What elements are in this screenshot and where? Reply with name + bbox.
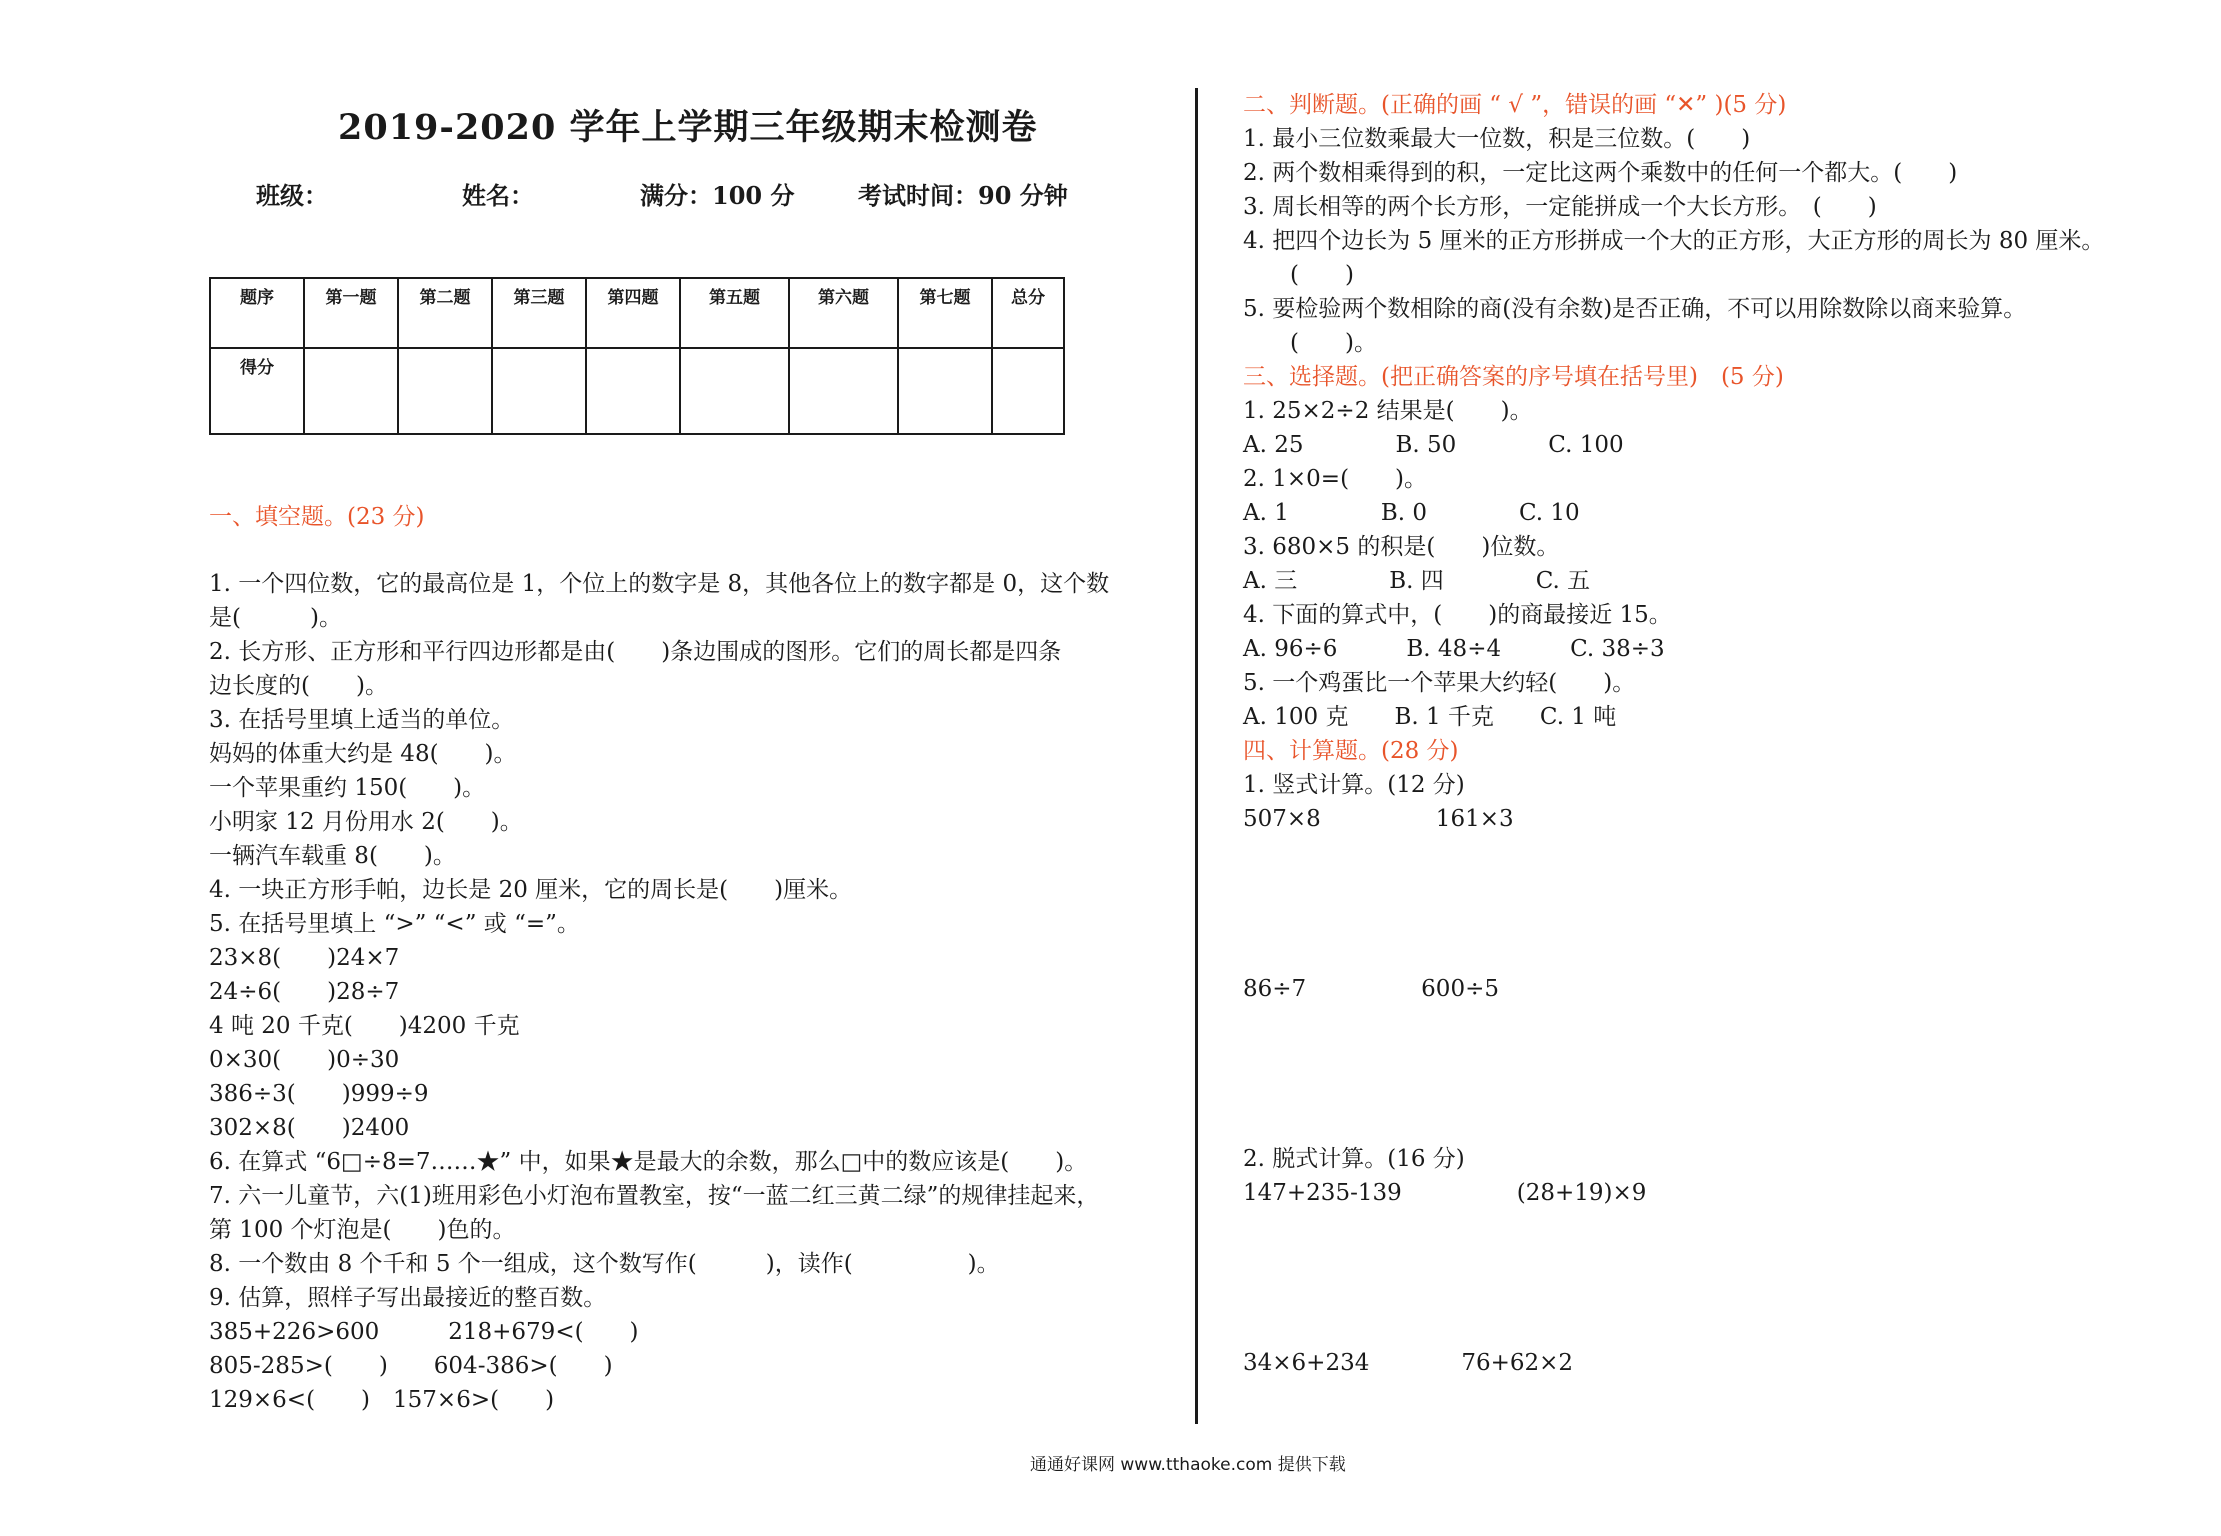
question-line: 2. 两个数相乘得到的积，一定比这两个乘数中的任何一个都大。( ) <box>1243 160 1958 186</box>
score-table-header: 第六题 <box>789 278 898 348</box>
question-line: 507×8 161×3 <box>1243 806 1514 832</box>
question-line: 86÷7 600÷5 <box>1243 976 1499 1002</box>
score-table-header: 第七题 <box>898 278 992 348</box>
question-line: 一个苹果重约 150( )。 <box>209 775 486 801</box>
question-line: 5. 在括号里填上 “>” “<” 或 “=”。 <box>209 911 580 937</box>
class-label: 班级： <box>256 181 328 210</box>
score-table <box>209 277 1065 435</box>
question-line: 1. 竖式计算。(12 分) <box>1243 772 1465 798</box>
score-cell <box>304 348 398 434</box>
question-line: 147+235-139 (28+19)×9 <box>1243 1180 1647 1206</box>
question-line: 805-285>( ) 604-386>( ) <box>209 1353 613 1379</box>
score-table-header: 第五题 <box>680 278 789 348</box>
question-line: 4. 下面的算式中，( )的商最接近 15。 <box>1243 602 1672 628</box>
score-table-header: 第一题 <box>304 278 398 348</box>
section-heading: 一、填空题。(23 分) <box>209 504 425 530</box>
question-line: 129×6<( ) 157×6>( ) <box>209 1387 555 1413</box>
question-line: 5. 要检验两个数相除的商(没有余数)是否正确，不可以用除数除以商来验算。 <box>1243 296 2027 322</box>
question-line: 2. 1×0=( )。 <box>1243 466 1428 492</box>
score-table-header: 第四题 <box>586 278 680 348</box>
question-line: 4. 把四个边长为 5 厘米的正方形拼成一个大的正方形，大正方形的周长为 80 厘米。 <box>1243 228 2105 254</box>
question-line: A. 三 B. 四 C. 五 <box>1243 568 1591 594</box>
question-line: 3. 在括号里填上适当的单位。 <box>209 707 515 733</box>
score-cell <box>586 348 680 434</box>
column-divider <box>1195 88 1198 1424</box>
section-heading: 二、判断题。(正确的画 “ √ ”，错误的画 “✕” )(5 分) <box>1243 92 1787 118</box>
question-line: 1. 一个四位数，它的最高位是 1，个位上的数字是 8，其他各位上的数字都是 0，这个数 <box>209 571 1110 597</box>
question-line: 386÷3( )999÷9 <box>209 1081 429 1107</box>
question-line: 4. 一块正方形手帕，边长是 20 厘米，它的周长是( )厘米。 <box>209 877 853 903</box>
footer-credit: 通通好课网 www.tthaoke.com 提供下载 <box>1030 1455 1346 1475</box>
question-line: 1. 最小三位数乘最大一位数，积是三位数。( ) <box>1243 126 1751 152</box>
question-line: 2. 脱式计算。(16 分) <box>1243 1146 1465 1172</box>
question-line: 34×6+234 76+62×2 <box>1243 1350 1574 1376</box>
question-line: 一辆汽车载重 8( )。 <box>209 843 456 869</box>
question-line: ( ) <box>1290 262 1354 288</box>
question-line: 7. 六一儿童节，六(1)班用彩色小灯泡布置教室，按“一蓝二红三黄二绿”的规律挂起来， <box>209 1183 1100 1209</box>
score-table-header: 第三题 <box>492 278 586 348</box>
score-table-header: 题序 <box>210 278 304 348</box>
question-line: 边长度的( )。 <box>209 673 388 699</box>
score-cell <box>898 348 992 434</box>
question-line: 3. 周长相等的两个长方形，一定能拼成一个大长方形。 ( ) <box>1243 194 1877 220</box>
question-line: A. 100 克 B. 1 千克 C. 1 吨 <box>1243 704 1617 730</box>
question-line: 23×8( )24×7 <box>209 945 400 971</box>
score-cell <box>789 348 898 434</box>
question-line: ( )。 <box>1290 330 1377 356</box>
question-line: 3. 680×5 的积是( )位数。 <box>1243 534 1560 560</box>
question-line: A. 1 B. 0 C. 10 <box>1243 500 1580 526</box>
exam-title: 2019-2020 学年上学期三年级期末检测卷 <box>338 107 1038 148</box>
question-line: 1. 25×2÷2 结果是( )。 <box>1243 398 1533 424</box>
score-table-row-label: 得分 <box>210 348 304 434</box>
question-line: 385+226>600 218+679<( ) <box>209 1319 639 1345</box>
question-line: 是( )。 <box>209 605 342 631</box>
question-line: 8. 一个数由 8 个千和 5 个一组成，这个数写作( )，读作( )。 <box>209 1251 1000 1277</box>
score-table-header: 第二题 <box>398 278 492 348</box>
score-cell <box>398 348 492 434</box>
question-line: 2. 长方形、正方形和平行四边形都是由( )条边围成的图形。它们的周长都是四条 <box>209 639 1062 665</box>
question-line: A. 96÷6 B. 48÷4 C. 38÷3 <box>1243 636 1665 662</box>
full-score-label: 满分：100 分 <box>640 181 795 210</box>
name-label: 姓名： <box>462 181 534 210</box>
question-line: 302×8( )2400 <box>209 1115 410 1141</box>
question-line: 第 100 个灯泡是( )色的。 <box>209 1217 516 1243</box>
score-table-header: 总分 <box>992 278 1064 348</box>
section-heading: 四、计算题。(28 分) <box>1243 738 1459 764</box>
score-cell <box>992 348 1064 434</box>
question-line: 0×30( )0÷30 <box>209 1047 400 1073</box>
question-line: 4 吨 20 千克( )4200 千克 <box>209 1013 520 1039</box>
score-cell <box>492 348 586 434</box>
question-line: A. 25 B. 50 C. 100 <box>1243 432 1624 458</box>
score-cell <box>680 348 789 434</box>
section-heading: 三、选择题。(把正确答案的序号填在括号里) (5 分) <box>1243 364 1784 390</box>
question-line: 9. 估算，照样子写出最接近的整百数。 <box>209 1285 607 1311</box>
question-line: 6. 在算式 “6□÷8=7……★” 中，如果★是最大的余数，那么□中的数应该是( )。 <box>209 1149 1088 1175</box>
question-line: 5. 一个鸡蛋比一个苹果大约轻( )。 <box>1243 670 1636 696</box>
question-line: 24÷6( )28÷7 <box>209 979 400 1005</box>
question-line: 妈妈的体重大约是 48( )。 <box>209 741 517 767</box>
exam-time-label: 考试时间：90 分钟 <box>858 181 1068 210</box>
question-line: 小明家 12 月份用水 2( )。 <box>209 809 523 835</box>
